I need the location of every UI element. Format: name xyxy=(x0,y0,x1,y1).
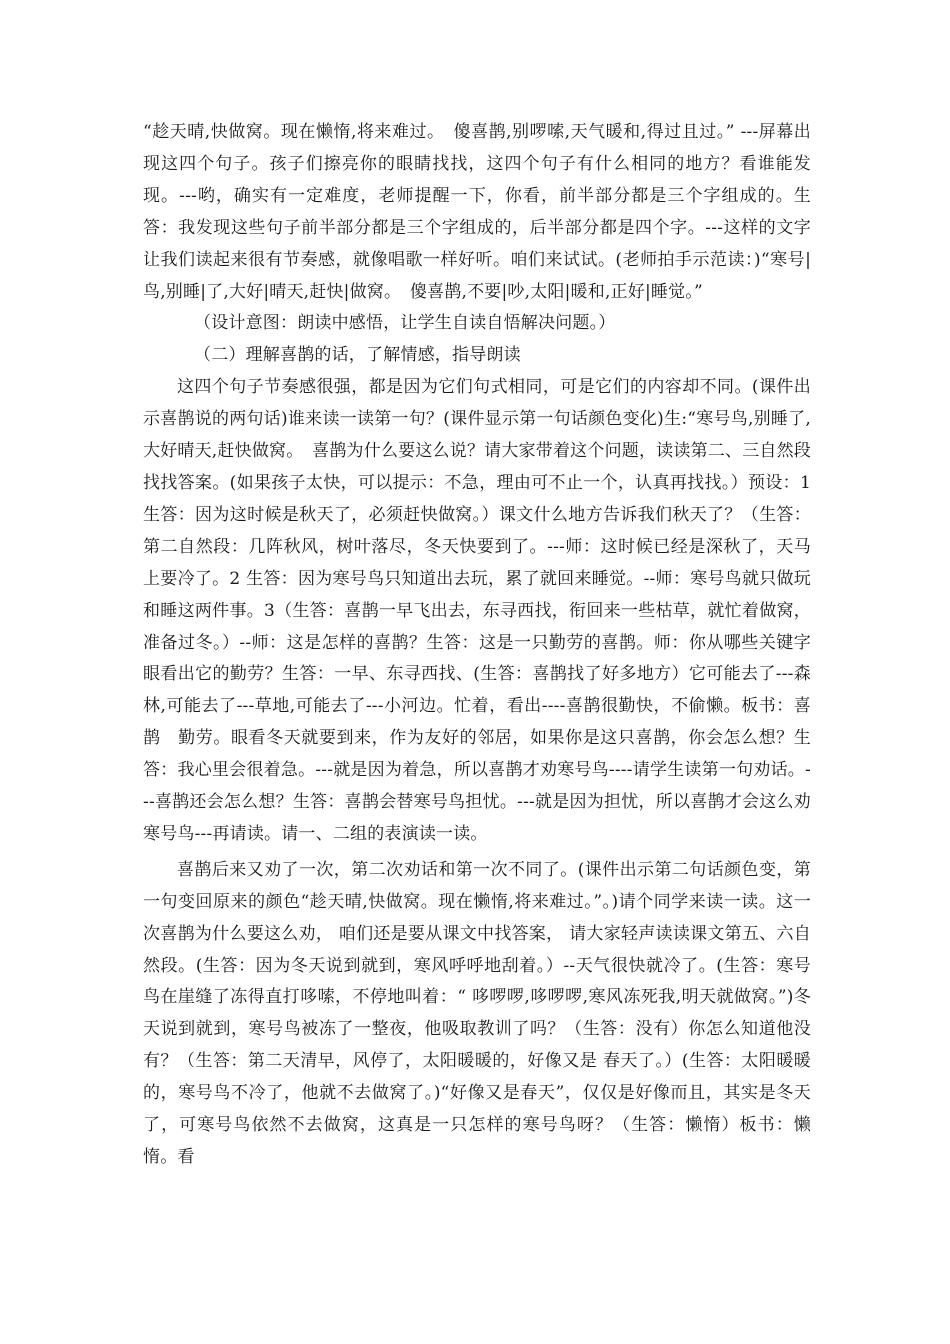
paragraph-second-advice: 喜鹊后来又劝了一次，第二次劝话和第一次不同了。(课件出示第二句话颜色变，第一句变回原来的颜色“趁天晴,快做窝。现在懒惰,将来难过。”。)请个同学来读一读。这一次喜鹊为什么要这么劝， 咱们还是要从课文中找答案， 请大家轻声读读课文第五、六自然段。(生答：因为冬天说到就到，寒风呼呼地刮着。）--天气很快就冷了。(生答：寒号鸟在崖缝了冻得直打哆嗦，不停地叫着：“ 哆啰啰,哆啰啰,寒风冻死我,明天就做窝。”)冬天说到就到，寒号鸟被冻了一整夜，他吸取教训了吗？（生答：没有）你怎么知道他没有？（生答：第二天清早，风停了，太阳暖暖的，好像又是 春天了。）(生答：太阳暖暖的，寒号鸟不冷了，他就不去做窝了。)“好像又是春天”，仅仅是好像而且，其实是冬天了，可寒号鸟依然不去做窝，这真是一只怎样的寒号鸟呀？（生答：懒惰）板书：懒惰。看 xyxy=(143,859,811,1167)
paragraph-design-intent: （设计意图：朗读中感悟，让学生自读自悟解决问题。） xyxy=(194,313,616,334)
section-heading: （二）理解喜鹊的话，了解情感，指导朗读 xyxy=(194,345,521,366)
document-body xyxy=(143,117,811,1174)
paragraph-first-advice: 这四个句子节奏感很强，都是因为它们句式相同，可是它们的内容却不同。(课件出示喜鹊说的两句话)谁来读一读第一句？(课件显示第一句话颜色变化)生:“寒号鸟,别睡了,大好晴天,赶快做窝。 喜鹊为什么要这么说？请大家带着这个问题，读读第二、三自然段找找答案。(如果孩子太快，可以提示：不急，理由可不止一个，认真再找找。）预设：1 生答：因为这时候是秋天了，必须赶快做窝。）课文什么地方告诉我们秋天了？（生答：第二自然段：几阵秋风，树叶落尽，冬天快要到了。---师：这时候已经是深秋了，天马上要冷了。2 生答：因为寒号鸟只知道出去玩，累了就回来睡觉。--师：寒号鸟就只做玩和睡这两件事。3（生答：喜鹊一早飞出去，东寻西找，衔回来一些枯草，就忙着做窝，准备过冬。）--师：这是怎样的喜鹊？生答：这是一只勤劳的喜鹊。师：你从哪些关键字眼看出它的勤劳？生答：一早、东寻西找、(生答：喜鹊找了好多地方）它可能去了---森林,可能去了---草地,可能去了---小河边。忙着，看出----喜鹊很勤快，不偷懒。板书：喜鹊 勤劳。眼看冬天就要到来，作为友好的邻居，如果你是这只喜鹊，你会怎么想？生答：我心里会很着急。---就是因为着急，所以喜鹊才劝寒号鸟----请学生读第一句劝话。---喜鹊还会怎么想？生答：喜鹊会替寒号鸟担忧。---就是因为担忧，所以喜鹊才会这么劝寒号鸟---再请读。请一、二组的表演读一读。 xyxy=(143,377,811,844)
paragraph-four-sentences: “趁天晴,快做窝。现在懒惰,将来难过。 傻喜鹊,别啰嗦,天气暖和,得过且过。” ---屏幕出现这四个句子。孩子们擦亮你的眼睛找找，这四个句子有什么相同的地方？看谁能发现。---哟，确实有一定难度，老师提醒一下，你看，前半部分都是三个字组成的。生答：我发现这些句子前半部分都是三个字组成的，后半部分都是四个字。---这样的文字让我们读起来很有节奏感，就像唱歌一样好听。咱们来试试。(老师拍手示范读：)“寒号|鸟,别睡|了,大好|晴天,赶快|做窝。 傻喜鹊,不要|吵,太阳|暖和,正好|睡觉。” xyxy=(143,122,811,302)
